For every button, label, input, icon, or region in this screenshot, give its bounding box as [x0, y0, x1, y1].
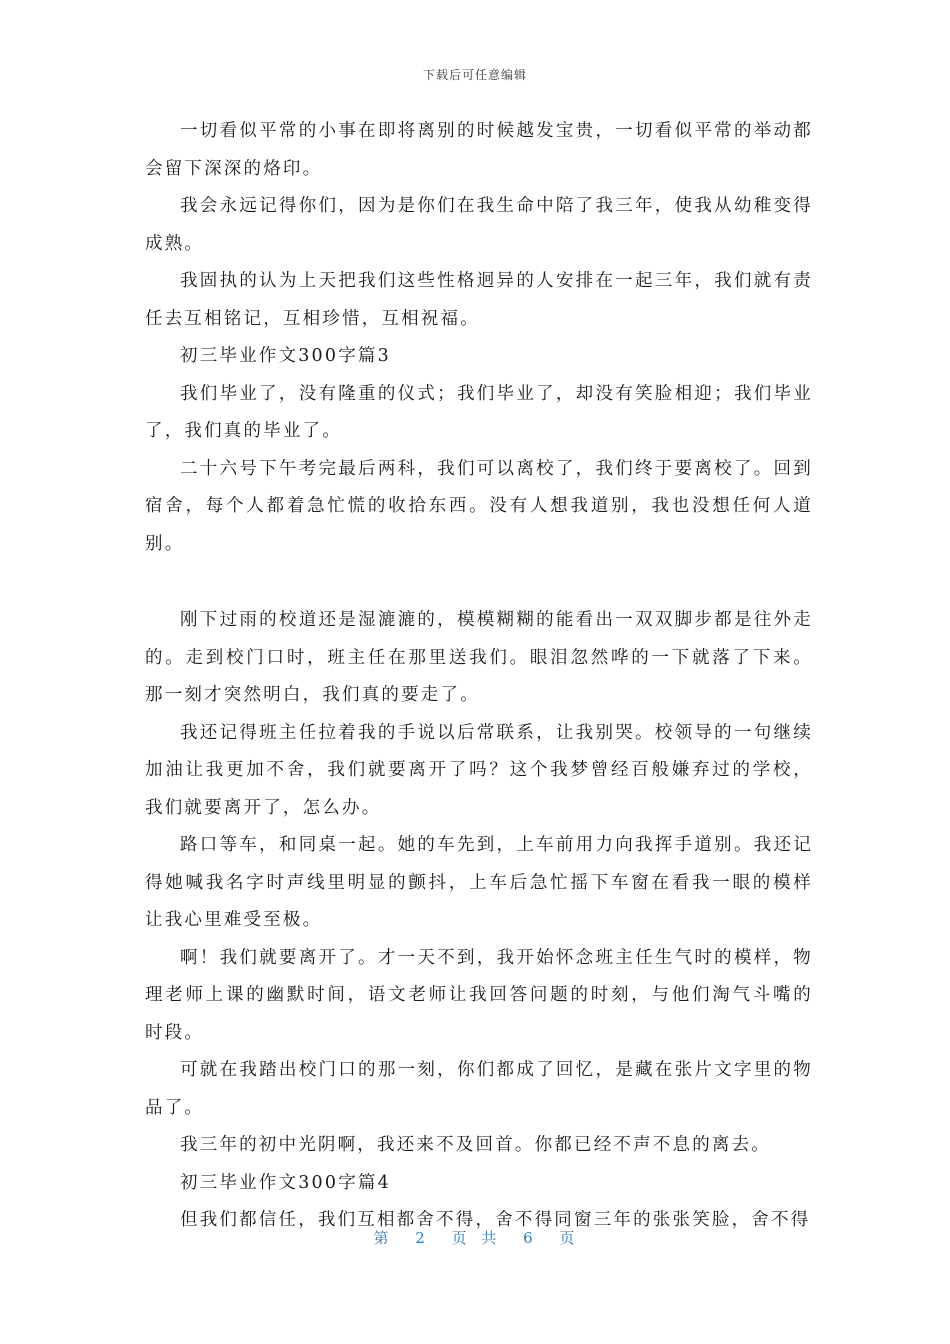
paragraph: 我固执的认为上天把我们这些性格迥异的人安排在一起三年，我们就有责任去互相铭记，互相珍惜，互相祝福。: [145, 271, 813, 329]
paragraph: 一切看似平常的小事在即将离别的时候越发宝贵，一切看似平常的举动都会留下深深的烙印。: [145, 121, 813, 179]
page-footer: [0, 1227, 950, 1248]
section-heading: 初三毕业作文300字篇4: [180, 1172, 391, 1193]
paragraph: 但我们都信任，我们互相都舍不得，舍不得同窗三年的张张笑脸，舍不得: [180, 1210, 811, 1230]
document-body: [145, 113, 813, 1240]
footer-middle: 页 共: [451, 1229, 499, 1247]
paragraph: 我三年的初中光阴啊，我还来不及回首。你都已经不声不息的离去。: [180, 1135, 771, 1155]
page-header: 下载后可任意编辑: [422, 68, 527, 82]
paragraph-gap: [145, 563, 813, 602]
footer-prefix: 第: [373, 1229, 391, 1247]
paragraph: 刚下过雨的校道还是湿漉漉的，模模糊糊的能看出一双双脚步都是往外走的。走到校门口时，班主任在那里送我们。眼泪忽然哗的一下就落了下来。那一刻才突然明白，我们真的要走了。: [145, 610, 813, 705]
paragraph: 我们毕业了，没有隆重的仪式；我们毕业了，却没有笑脸相迎；我们毕业了，我们真的毕业了。: [145, 383, 813, 441]
paragraph: 我还记得班主任拉着我的手说以后常联系，让我别哭。校领导的一句继续加油让我更加不舍，我们就要离开了吗？这个我梦曾经百般嫌弃过的学校，我们就要离开了，怎么办。: [145, 722, 813, 818]
paragraph: 我会永远记得你们，因为是你们在我生命中陪了我三年，使我从幼稚变得成熟。: [145, 196, 813, 254]
paragraph: 二十六号下午考完最后两科，我们可以离校了，我们终于要离校了。回到宿舍，每个人都着急忙慌的收拾东西。没有人想我道别，我也没想任何人道别。: [145, 458, 813, 554]
section-heading: 初三毕业作文300字篇3: [180, 346, 391, 366]
paragraph: 路口等车，和同桌一起。她的车先到，上车前用力向我挥手道别。我还记得她喊我名字时声线里明显的颤抖，上车后急忙摇下车窗在看我一眼的模样让我心里难受至极。: [145, 835, 813, 930]
paragraph: 啊！我们就要离开了。才一天不到，我开始怀念班主任生气时的模样，物理老师上课的幽默时间，语文老师让我回答问题的时刻，与他们淘气斗嘴的时段。: [145, 947, 813, 1043]
paragraph: 可就在我踏出校门口的那一刻，你们都成了回忆，是藏在张片文字里的物品了。: [145, 1060, 813, 1118]
footer-suffix: 页: [559, 1229, 577, 1247]
footer-total-pages: 6: [523, 1229, 535, 1247]
footer-page-number: 2: [415, 1229, 427, 1247]
